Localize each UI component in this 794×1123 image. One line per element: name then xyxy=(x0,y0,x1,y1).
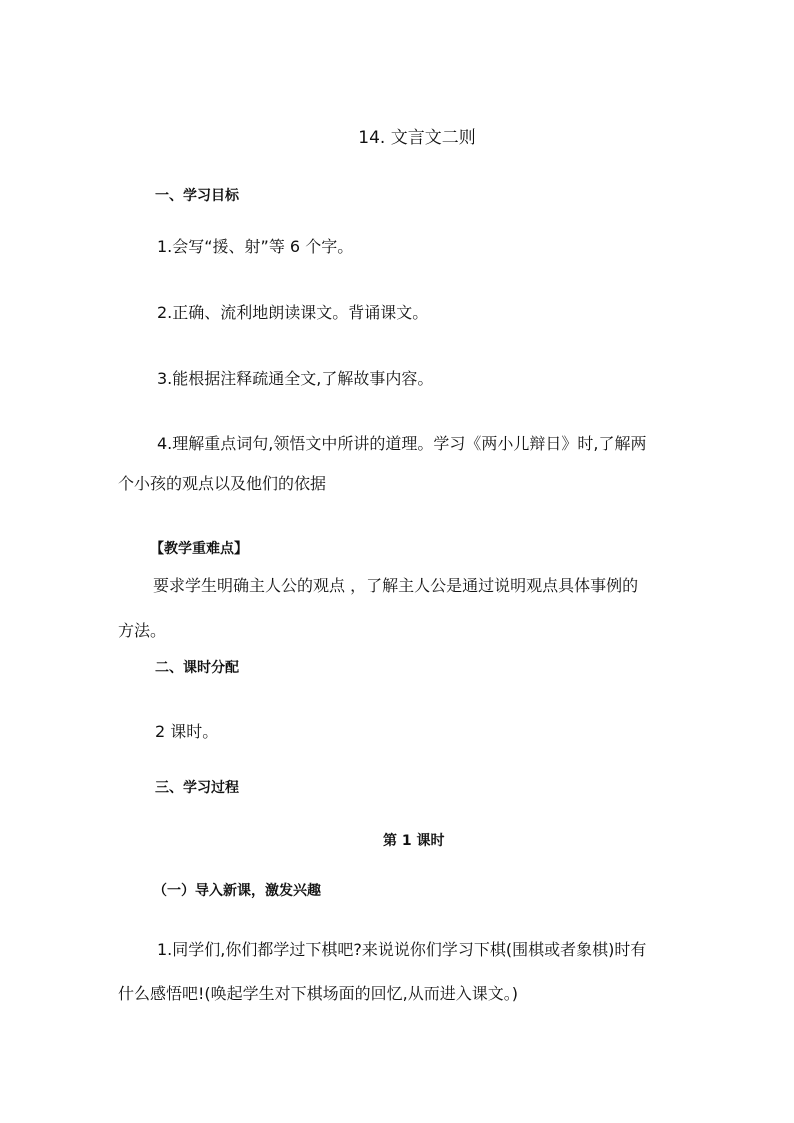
section-heading-process: 三、学习过程 xyxy=(155,780,239,796)
subsection-heading: （一）导入新课，激发兴趣 xyxy=(153,883,321,899)
document-title: 14. 文言文二则 xyxy=(358,128,476,148)
goal-item-3: 3.能根据注释疏通全文,了解故事内容。 xyxy=(157,369,434,388)
goal-item-4: 4.理解重点词句,领悟文中所讲的道理。学习《两小儿辩日》时,了解两 xyxy=(157,434,647,453)
keypoints-line-1: 要求学生明确主人公的观点 ，了解主人公是通过说明观点具体事例的 xyxy=(153,576,639,595)
process-line-1: 1.同学们,你们都学过下棋吧?来说说你们学习下棋(围棋或者象棋)时有 xyxy=(157,940,647,959)
goal-item-2: 2.正确、流利地朗读课文。背诵课文。 xyxy=(157,303,429,322)
process-line-2: 什么感悟吧!(唤起学生对下棋场面的回忆,从而进入课文。) xyxy=(118,984,518,1003)
schedule-text: 2 课时。 xyxy=(155,722,219,741)
goal-item-4-continued: 个小孩的观点以及他们的依据 xyxy=(118,474,327,493)
keypoints-line-2: 方法。 xyxy=(118,621,167,640)
keypoints-heading: 【教学重难点】 xyxy=(150,541,248,557)
lesson-heading: 第 1 课时 xyxy=(383,833,445,849)
section-heading-goals: 一、学习目标 xyxy=(155,188,239,204)
section-heading-schedule: 二、课时分配 xyxy=(155,660,239,676)
goal-item-1: 1.会写“援、射”等 6 个字。 xyxy=(157,237,354,256)
